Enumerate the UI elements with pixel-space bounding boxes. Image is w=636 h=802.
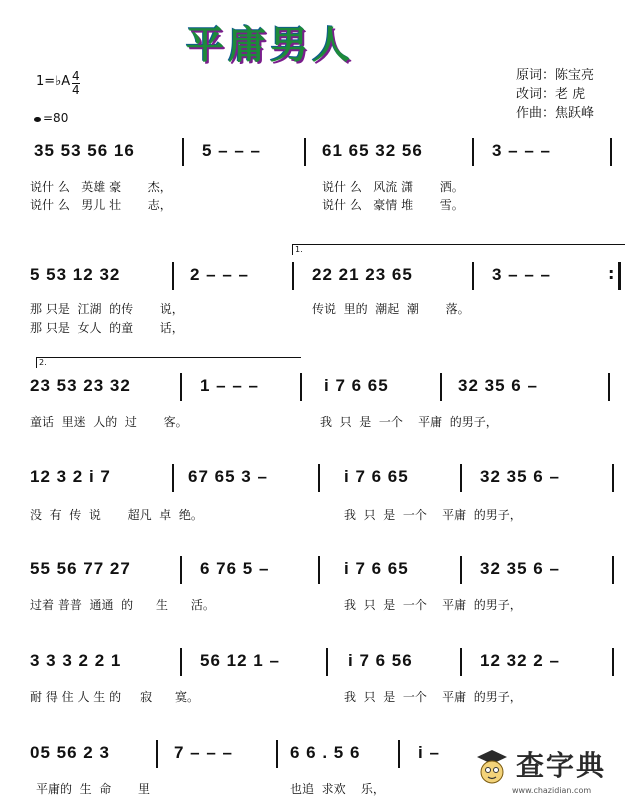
key-signature (36, 69, 80, 97)
lyric-line: 那 只是 女人 的童 话， (30, 321, 184, 335)
time-signature (72, 70, 80, 97)
measure: 35 53 56 16 (34, 141, 135, 160)
measure: i 7 6 56 (348, 651, 413, 670)
measure: 3 – – – (492, 265, 551, 284)
measure: 3 3 3 2 2 1 (30, 651, 122, 670)
lyric-line: 我 只 是 一个 平庸 的男子， (344, 690, 522, 704)
lyric-line: 说什 么 风流 潇 洒。 (322, 180, 464, 194)
measure: 22 21 23 65 (312, 265, 413, 284)
measure: 55 56 77 27 (30, 559, 131, 578)
quarter-note-icon (34, 117, 41, 122)
barline (612, 648, 614, 676)
time-numerator: 4 (72, 69, 80, 83)
barline (180, 648, 182, 676)
barline (460, 556, 462, 584)
measure: 1 – – – (200, 376, 259, 395)
barline (318, 556, 320, 584)
measure: 56 12 1 – (200, 651, 280, 670)
barline (304, 138, 306, 166)
measure: 5 53 12 32 (30, 265, 121, 284)
lyric-line: 我 只 是 一个 平庸 的男子， (344, 508, 522, 522)
time-denominator: 4 (72, 83, 80, 97)
barline (472, 138, 474, 166)
lyric-line: 我 只 是 一个 平庸 的男子， (320, 415, 498, 429)
barline (460, 464, 462, 492)
lyric-line: 说什 么 英雄 豪 杰， (30, 180, 172, 194)
measure: 3 – – – (492, 141, 551, 160)
lyric-line: 我 只 是 一个 平庸 的男子， (344, 598, 522, 612)
measure: 32 35 6 – (480, 467, 560, 486)
measure: i – (418, 743, 440, 762)
lyric-line: 说什 么 男儿 壮 志， (30, 198, 172, 212)
lyric-line: 耐 得 住 人 生 的 寂 寞。 (30, 690, 200, 704)
measure: 12 32 2 – (480, 651, 560, 670)
graduate-mascot-icon (476, 748, 508, 788)
barline (612, 464, 614, 492)
barline (156, 740, 158, 768)
measure: 6 76 5 – (200, 559, 270, 578)
credit-composer: 作曲：焦跃峰 (516, 106, 595, 121)
barline (276, 740, 278, 768)
barline (318, 464, 320, 492)
barline (180, 373, 182, 401)
tempo-marking (34, 111, 68, 125)
measure: 6 6 . 5 6 (290, 743, 361, 762)
repeat-dots: : (608, 264, 615, 283)
barline (472, 262, 474, 290)
volta-second-ending: 2. (36, 357, 301, 368)
measure: 5 – – – (202, 141, 261, 160)
barline (398, 740, 400, 768)
lyric-line: 那 只是 江湖 的传 说， (30, 302, 184, 316)
measure: 12 3 2 i 7 (30, 467, 111, 486)
lyric-line: 过着 普普 通通 的 生 活。 (30, 598, 215, 612)
measure: 2 – – – (190, 265, 249, 284)
measure: 67 65 3 – (188, 467, 268, 486)
song-title: 平庸男人 (186, 23, 355, 67)
measure: i 7 6 65 (344, 467, 409, 486)
measure: 32 35 6 – (458, 376, 538, 395)
lyric-line: 没 有 传 说 超凡 卓 绝。 (30, 508, 203, 522)
barline (608, 373, 610, 401)
barline (460, 648, 462, 676)
barline (440, 373, 442, 401)
key-label: 1= (36, 74, 56, 89)
lyric-line: 童话 里迷 人的 过 客。 (30, 415, 188, 429)
key-flat: ♭A (55, 74, 71, 89)
barline (180, 556, 182, 584)
barline (182, 138, 184, 166)
measure: 32 35 6 – (480, 559, 560, 578)
site-logo (470, 742, 630, 798)
tempo-value: =80 (43, 111, 69, 125)
measure: i 7 6 65 (324, 376, 389, 395)
lyric-line: 也追 求欢 乐， (290, 782, 385, 796)
credits (516, 66, 594, 123)
barline (292, 262, 294, 290)
measure: i 7 6 65 (344, 559, 409, 578)
repeat-barline (618, 262, 621, 290)
credit-original-lyrics: 原词：陈宝亮 (516, 68, 595, 83)
barline (326, 648, 328, 676)
credit-revised-lyrics: 改词：老 虎 (516, 87, 586, 102)
barline (172, 464, 174, 492)
lyric-line: 说什 么 豪情 堆 雪。 (322, 198, 464, 212)
measure: 7 – – – (174, 743, 233, 762)
logo-url: www.chazidian.com (512, 786, 592, 795)
measure: 61 65 32 56 (322, 141, 423, 160)
lyric-line: 传说 里的 潮起 潮 落。 (312, 302, 470, 316)
logo-brand: 查字典 (516, 749, 607, 782)
barline (610, 138, 612, 166)
lyric-line: 平庸的 生 命 里 (36, 782, 150, 796)
barline (172, 262, 174, 290)
measure: 23 53 23 32 (30, 376, 131, 395)
barline (612, 556, 614, 584)
measure: 05 56 2 3 (30, 743, 110, 762)
barline (300, 373, 302, 401)
volta-first-ending: 1. (292, 244, 625, 255)
